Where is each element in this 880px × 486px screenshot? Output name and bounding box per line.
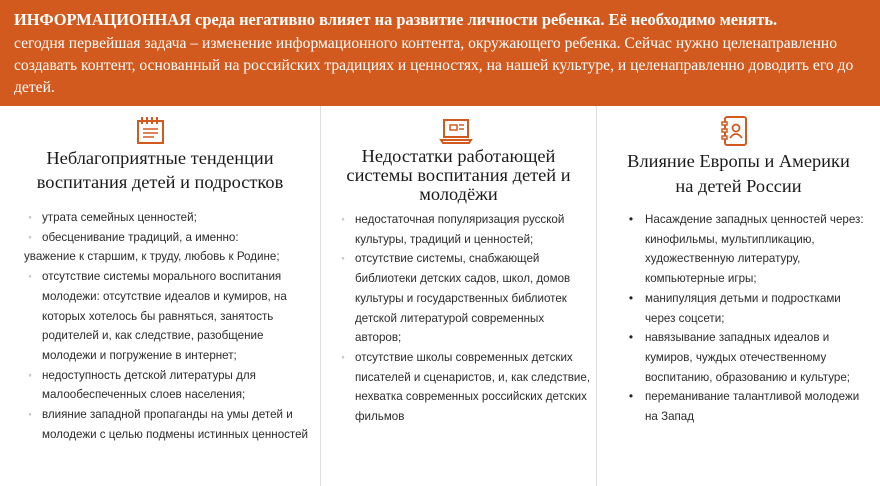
banner-body: сегодня первейшая задача – изменение информационного контента, окружающего ребенка. Сейчас нужно целенаправленно создавать контент, основанный на российских традициях и ценностях, на нашей культуре, и целенаправленно доводить его до детей. [14, 35, 854, 96]
list-item-text: недоступность детской литературы для малообеспеченных слоев населения; [42, 368, 256, 402]
list-item-text: манипуляция детьми и подростками через соцсети; [645, 291, 841, 325]
bullet-marker: • [628, 212, 634, 226]
column-title-line: системы воспитания детей и [346, 165, 571, 185]
bullet-marker: • [628, 290, 634, 305]
column-title [321, 147, 596, 204]
banner-title: ИНФОРМАЦИОННАЯ среда негативно влияет на развитие личности ребенка. Её необходимо менять. [14, 10, 778, 29]
column-title-line: Влияние Европы и Америки [627, 151, 850, 171]
list-item-text: Насаждение западных ценностей через: кинофильмы, мультипликацию, художественную литературу, компьютерные игры; [645, 213, 864, 286]
list-item-text: недостаточная популяризация русской культуры, традиций и ценностей; [355, 213, 565, 246]
list-item [28, 228, 314, 248]
trends-list [24, 208, 314, 444]
bullet-marker: ◦ [28, 212, 32, 222]
address-book-icon [718, 115, 752, 147]
list-item [28, 405, 314, 444]
bullet-marker: ◦ [28, 231, 32, 242]
list-item [28, 366, 314, 405]
column-title-line: воспитания детей и подростков [36, 172, 284, 192]
list-item-text: навязывание западных идеалов и кумиров, чуждых отечественному воспитанию, образованию и культуре; [645, 331, 850, 384]
list-item-text: влияние западной пропаганды на умы детей и молодежи с целью подмены истинных ценностей [42, 408, 309, 441]
list-item-text: отсутствие школы современных детских писателей и сценаристов, и, как следствие, нехватка современных российских детских фильмов [355, 350, 591, 424]
column-unfavorable-trends [0, 106, 320, 486]
list-item-text: обесценивание традиций, а именно: [42, 230, 239, 244]
bullet-marker: ◦ [28, 409, 32, 420]
laptop-icon [439, 115, 473, 147]
column-title [0, 146, 320, 194]
column-title-line: Неблагоприятные тенденции [46, 148, 274, 168]
western-influence-list [628, 210, 871, 427]
list-item [628, 289, 871, 328]
list-item [24, 247, 314, 267]
list-item [28, 208, 314, 228]
list-item [341, 348, 591, 427]
column-title [597, 149, 880, 199]
list-item [28, 267, 314, 366]
notebook-icon [134, 115, 168, 147]
header-banner [0, 0, 880, 106]
list-item [628, 328, 871, 387]
bullet-marker: ◦ [28, 271, 32, 282]
bullet-marker: • [628, 389, 634, 404]
column-title-line: на детей России [675, 176, 802, 196]
list-item [628, 210, 871, 289]
bullet-marker: • [628, 330, 634, 345]
bullet-marker: ◦ [341, 214, 345, 224]
bullet-marker: ◦ [28, 369, 32, 380]
bullet-marker: ◦ [341, 351, 345, 362]
column-western-influence [596, 106, 880, 486]
bullet-marker: ◦ [341, 253, 345, 264]
column-system-shortcomings [320, 106, 596, 486]
column-title-line: молодёжи [419, 184, 498, 204]
list-item-text: отсутствие системы, снабжающей библиотеки детских садов, школ, домов культуры и государственных библиотек детской литературой современных авторов; [355, 252, 571, 345]
list-item-text: уважение к старшим, к труду, любовь к Родине; [24, 250, 280, 264]
list-item [341, 210, 591, 249]
list-item [341, 249, 591, 348]
list-item-text: утрата семейных ценностей; [42, 211, 197, 224]
shortcomings-list [341, 210, 591, 427]
list-item [628, 387, 871, 426]
list-item-text: переманивание талантливой молодежи на Запад [645, 390, 860, 424]
columns [0, 106, 880, 486]
column-title-line: Недостатки работающей [361, 146, 556, 166]
list-item-text: отсутствие системы морального воспитания молодежи: отсутствие идеалов и кумиров, на которых хотелось бы равняться, занятость родителей и, как следствие, разобщение молодежи и погружение в интернет; [42, 270, 287, 362]
